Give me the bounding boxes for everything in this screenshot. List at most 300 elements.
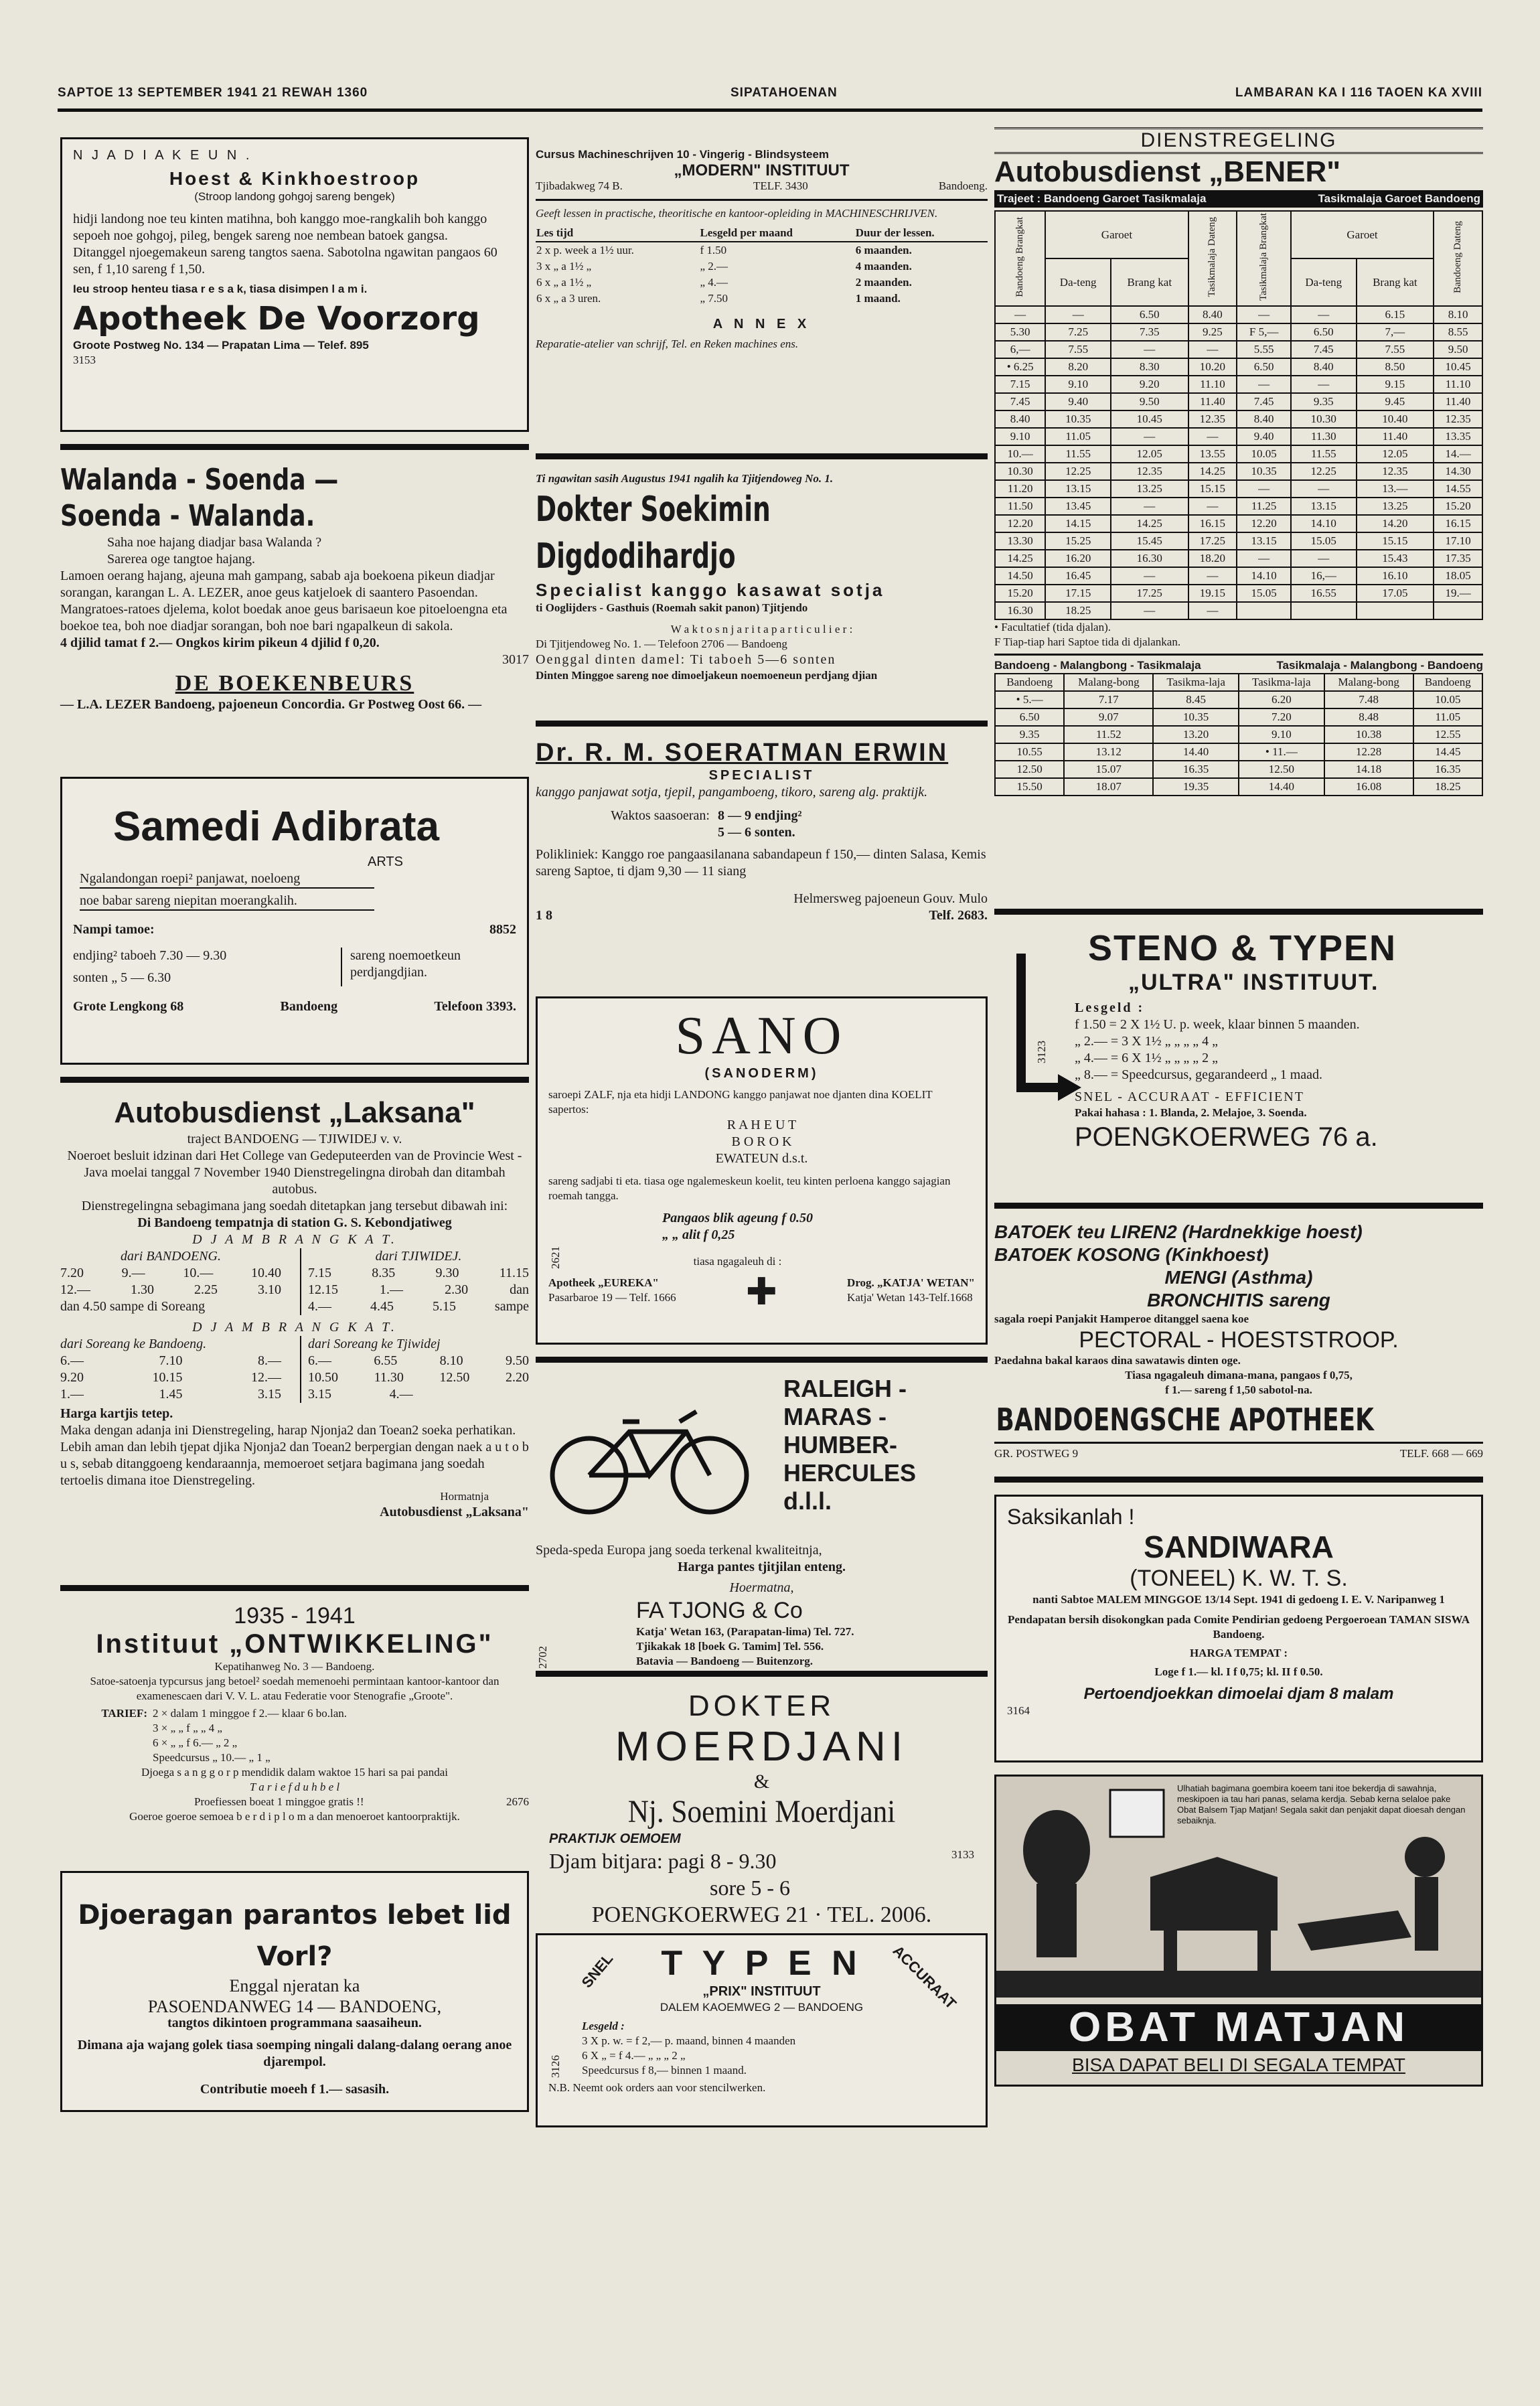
table-cell: 13.35 [1434,428,1482,445]
table-cell: 11.52 [1064,726,1153,743]
ad-caption: Ulhatiah bagimana goembira koeem tani itoe bekerdja di sawahnja, meskipoen ia tau hari panas, selama kerdja. Sebab kerna selaloe pake Obat Balsem Tjap Matjan! Segala sakit dan penjakit dapat dioesah dengan sebaiknja. [1177,1783,1466,1825]
ailment-item: R A H E U T [726,1118,797,1132]
schedule-row [60,1369,281,1386]
ad-title: Instituut „ONTWIKKELING" [96,1629,493,1659]
table-cell: 6 x „ a 3 uren. [536,292,601,305]
brand-name: MARAS - [783,1403,887,1430]
table-cell: 15.05 [1291,532,1357,550]
ad-title: Hoest & Kinkhoestroop [169,168,420,189]
ad-raleigh [536,1375,988,1669]
table-cell: 10.38 [1324,726,1413,743]
schedule-time: 2.25 [194,1282,218,1297]
ad-tagline: BISA DAPAT BELI DI SEGALA TEMPAT [1072,2054,1405,2075]
ad-body: nanti Sabtoe MALEM MINGGOE 13/14 Sept. 1941 di gedoeng I. E. V. Naripanweg 1 [1032,1593,1445,1606]
ad-body: Lamoen oerang hajang, ajeuna mah gampang, sabab aja boekoena pikeun diadjar sorangan, karangan L. A. LEZER, anoe geus katjeloek di saantero Pasoendan. [60,569,495,600]
ad-title: Autobusdienst „Laksana" [114,1096,475,1129]
tarif-item: Speedcursus „ 10.— „ 1 „ [153,1751,271,1764]
table-row [995,602,1482,619]
ad-phone: 8852 [489,922,516,937]
table-cell: 13.25 [1357,498,1434,515]
table-row [995,323,1482,341]
ad-route: traject BANDOENG — TJIWIDEJ v. v. [187,1132,402,1146]
schedule-row [60,1265,281,1282]
ailment-list [548,1117,975,1167]
ad-hours-label: Waktos saasoeran: [611,808,710,823]
table-cell: 11.40 [1357,428,1434,445]
schedule-time: 6.55 [374,1353,398,1368]
ad-note: Maka dengan adanja ini Dienstregeling, harap Njonja2 dan Toean2 soeka perhatikan. [60,1423,516,1438]
table-cell: 12.35 [1357,463,1434,480]
ad-note: F Tiap-tiap hari Saptoe tida di djalankan. [994,635,1181,648]
schedule-row [60,1298,281,1315]
table-cell: 12.35 [1188,410,1237,428]
table-cell: 18.20 [1188,550,1237,567]
table-cell: 7.35 [1111,323,1188,341]
table-cell: • 5.— [995,691,1064,708]
table-cell: 13.55 [1188,445,1237,463]
ad-hours: Oenggal dinten damel: Ti taboeh 5—6 sonten [536,652,836,667]
ad-note: N.B. Neemt ook orders aan voor stencilwerken. [548,2081,766,2094]
ad-note: Harga kartjis tetep. [60,1406,173,1421]
table-cell: 15.15 [1357,532,1434,550]
ad-sign: Hoermatna, [729,1580,794,1595]
table-cell: 15.25 [1045,532,1111,550]
ad-body: hidji landong noe teu kinten matihna, boh kanggo moe-rangkalih boh kanggo sepoeh noe gohgoj, pileg, bengek sareng noe nembean batoek gangsa. [73,212,487,243]
column-header: Bandoeng [995,674,1064,691]
table-cell [1434,602,1482,619]
ad-moerdjani [536,1689,988,1933]
schedule-time: 12.— [251,1370,281,1385]
table-cell: 9.15 [1357,376,1434,393]
table-cell [1357,602,1434,619]
ad-body: Geeft lessen in practische, theoritische en kantoor-opleiding in MACHINESCHRIJVEN. [536,207,938,220]
ad-walanda-soenda [60,462,529,770]
column-header: Da-teng [1045,258,1111,306]
table-cell: — [1188,341,1237,358]
table-cell: 10.30 [995,463,1045,480]
schedule-time: 4.— [389,1387,413,1402]
table-cell: 15.05 [1237,585,1291,602]
schedule-time: 1.— [380,1282,404,1297]
ad-address: Grote Lengkong 68 [73,999,184,1014]
table-cell: 14.15 [1045,515,1111,532]
table-cell: 12.25 [1045,463,1111,480]
ad-code: 3153 [73,354,96,366]
schedule-time: 12.15 [308,1282,338,1297]
table-cell: 5.55 [1237,341,1291,358]
table-cell [1291,602,1357,619]
ad-line: Enggal njeratan ka [229,1976,360,1996]
schedule-time: dan [510,1282,529,1297]
table-cell: 9.35 [995,726,1064,743]
column-header: Bandoeng [1413,674,1482,691]
table-cell: 3 x „ a 1½ „ [536,260,592,273]
ad-body: sareng sadjabi ti eta. tiasa oge ngalemeskeun koelit, teu kinten perloena kanggo sajagian roemah tangga. [548,1175,951,1202]
table-cell: 8.40 [1291,358,1357,376]
table-cell: 7.45 [1291,341,1357,358]
ad-code: 3123 [1035,1041,1048,1063]
table-cell: 16.55 [1291,585,1357,602]
ad-title: Djoeragan parantos lebet lid Vorl? [78,1900,512,1972]
table-cell: 8.10 [1434,306,1482,323]
schedule-time: 7.10 [159,1353,183,1368]
table-cell: 9.40 [1237,428,1291,445]
table-cell: 19.— [1434,585,1482,602]
tarif-item: 3 × „ „ f „ „ 4 „ [153,1722,222,1734]
table-cell: 9.10 [1045,376,1111,393]
table-cell: 9.25 [1188,323,1237,341]
ad-line: Ngalandongan roepi² panjawat, noeloeng [80,871,374,889]
table-cell: 6.20 [1239,691,1324,708]
table-cell: 12.05 [1111,445,1188,463]
table-row [995,410,1482,428]
ad-line: Dimana aja wajang golek tiasa soemping ningali dalang-dalang oerang anoe djarempol. [77,2038,512,2069]
table-cell: 10.35 [1045,410,1111,428]
ad-code: 3164 [1007,1704,1030,1717]
table-cell: 6.50 [1291,323,1357,341]
ad-hours: endjing² taboeh 7.30 — 9.30 [73,948,227,963]
table-cell: — [1111,602,1188,619]
ad-ultra-instituut [994,927,1483,1195]
divider [994,1477,1483,1483]
table-row [536,275,988,291]
malangbong-timetable [994,673,1483,796]
ad-body: T a r i e f d u h b e l [249,1781,340,1793]
table-cell: 16.08 [1324,778,1413,796]
column-header: Tasikma-laja [1153,674,1239,691]
ad-body: Polikliniek: Kanggo roe pangaasilanana sabandapeun f 150,— dinten Salasa, Kemis sareng Saptoe, ti djam 9,30 — 11 siang [536,847,986,879]
ailment-item: EWATEUN d.s.t. [715,1151,808,1166]
ad-title: Dokter Soekimin Digdodihardjo [536,490,771,577]
table-cell: 6 x „ a 1½ „ [536,276,592,289]
schedule-time: 10.40 [250,1266,281,1280]
schedule-rows [60,1265,281,1315]
table-row [995,550,1482,567]
table-row [995,778,1482,796]
table-cell: — [1291,480,1357,498]
schedule-time: 12.50 [439,1370,470,1385]
ad-code: 3133 [951,1848,974,1861]
table-cell: 12.50 [1239,761,1324,778]
table-row [995,708,1482,726]
ad-footer: — L.A. LEZER Bandoeng, pajoeneun Concordia. Gr Postweg Oost 66. — [60,697,482,712]
column-middle [536,121,988,2139]
ad-address: Tjikakak 18 [boek G. Tamim] Tel. 556. [636,1640,824,1653]
table-cell: — [995,306,1045,323]
ad-erwin [536,739,988,990]
schedule-time: 4.45 [370,1299,394,1314]
column-header: Bandoeng Brangkat [1014,216,1026,297]
table-cell: 12.50 [995,761,1064,778]
ad-body: Mangratoes-ratoes djelema, kolot boedak anoe geus barisaeun koe pitoeloengna eta boekoe tea, boh noe diadjar sorangan, boh noe bari ngapalkeun di sakola. [60,602,508,633]
ad-title: Walanda - Soenda — Soenda - Walanda. [60,463,339,533]
ad-title: Cursus Machineschrijven 10 - Vingerig - Blindsysteem [536,148,830,161]
table-cell: 15.45 [1111,532,1188,550]
table-row [995,445,1482,463]
ad-djoeragan [60,1871,529,2112]
price-item: f 1.50 = 2 X 1½ U. p. week, klaar binnen 5 maanden. [1075,1017,1360,1032]
table-cell: 18.25 [1413,778,1482,796]
ad-label: Lesgeld : [1075,1000,1145,1015]
table-cell: 17.35 [1434,550,1482,567]
table-cell: 8.30 [1111,358,1188,376]
ad-price: 4 djilid tamat f 2.— Ongkos kirim pikeun 4 djilid f 0,20. [60,635,380,650]
ad-line: MENGI (Asthma) [1164,1267,1313,1288]
table-cell: 11.10 [1188,376,1237,393]
table-cell: 7.45 [1237,393,1291,410]
schedule-time: 6.— [308,1353,331,1368]
divider [536,1671,988,1677]
table-row [995,428,1482,445]
column-header: Garoet [1045,211,1188,258]
ad-hours: Dinten Minggoe sareng noe dimoeljakeun noemoeneun perdjang djian [536,669,878,682]
schedule-row [308,1353,529,1369]
table-cell: 11.55 [1291,445,1357,463]
table-cell: 13.15 [1045,480,1111,498]
ad-body: saroepi ZALF, nja eta hidji LANDONG kanggo panjawat noe djanten dina KOELIT sapertos: [548,1088,933,1116]
table-cell: • 11.— [1239,743,1324,761]
ad-address: PASOENDANWEG 14 — BANDOENG, [147,1997,442,2016]
schedule-row [308,1298,529,1315]
ad-line: BRONCHITIS sareng [1147,1290,1330,1310]
schedule-time: 10.50 [308,1370,338,1385]
ad-hours: sonten „ 5 — 6.30 [73,970,171,985]
table-row [995,743,1482,761]
table-cell: • 6.25 [995,358,1045,376]
table-cell: 13.15 [1291,498,1357,515]
table-cell: 10.35 [1237,463,1291,480]
ad-body: Proefiessen boeat 1 minggoe gratis !! [194,1795,364,1808]
schedule-time: 6.— [60,1353,84,1368]
ad-address: POENGKOERWEG 21 · TEL. 2006. [591,1902,932,1927]
table-cell: 16.20 [1045,550,1111,567]
ad-shop: Apotheek „EUREKA" [548,1276,659,1289]
ad-code: 2676 [506,1795,529,1808]
ad-tarif-label: TARIEF: [101,1707,147,1720]
table-cell: 9.45 [1357,393,1434,410]
table-cell: 4 maanden. [855,260,912,273]
ad-body: kanggo panjawat sotja, tjepil, pangamboeng, tikoro, sareng alg. praktijk. [536,785,928,800]
table-cell: 15.43 [1357,550,1434,567]
table-cell: 13.30 [995,532,1045,550]
ad-body: f 1.— sareng f 1,50 sabotol-na. [1165,1383,1312,1396]
ad-tel: TELF. 3430 [753,179,808,192]
table-cell: 9.50 [1111,393,1188,410]
ad-product: PECTORAL - HOESTSTROOP. [1079,1327,1399,1353]
table-cell: — [1237,306,1291,323]
table-cell: 15.20 [995,585,1045,602]
table-row [995,480,1482,498]
ad-kicker: DIENSTREGELING [994,127,1483,154]
ad-title: MOERDJANI [615,1724,909,1770]
schedule-time: dan 4.50 sampe di Soreang [60,1299,206,1314]
ad-apotheek-voorzorg [60,137,529,432]
table-row [995,515,1482,532]
table-cell: 12.20 [1237,515,1291,532]
ad-line: Saha noe hajang diadjar basa Walanda ? [107,535,322,550]
schedule-time: 9.50 [505,1353,529,1368]
ad-address: DALEM KAOEMWEG 2 — BANDOENG [660,2001,864,2014]
brand-name: HERCULES [783,1459,917,1487]
column-right [994,121,1483,2087]
ad-spec: SPECIALIST [708,768,815,783]
ad-body: tiasa ngagaleuh di : [693,1255,782,1268]
table-cell: 10.— [995,445,1045,463]
column-header: Brang kat [1111,258,1188,306]
ad-body: Reparatie-atelier van schrijf, Tel. en Reken machines ens. [536,337,799,350]
header-title: SIPATAHOENAN [730,86,838,100]
tarif-item: 2 × dalam 1 minggoe f 2.— klaar 6 bo.lan. [153,1707,348,1720]
table-row [536,291,988,307]
table-row [995,306,1482,323]
column-header: Malang-bong [1064,674,1153,691]
header-page: LAMBARAN KA I 116 TAOEN KA XVIII [1235,86,1482,100]
schedule-time: 4.— [308,1299,331,1314]
ad-samedi-adibrata [60,777,529,1065]
table-cell: 17.15 [1045,585,1111,602]
schedule-time: 3.10 [258,1282,281,1297]
table-cell: 19.15 [1188,585,1237,602]
ad-title: SANO [675,1006,848,1065]
ad-code: 1 8 [536,908,552,923]
ad-schedule-title: D J A M B R A N G K A T. [192,1232,397,1247]
table-cell: 19.35 [1153,778,1239,796]
brand-list [783,1375,916,1515]
ad-code: 3017 [502,652,529,667]
schedule-time: 2.20 [506,1370,529,1385]
table-cell: 14.25 [995,550,1045,567]
table-cell: 1 maand. [855,292,901,305]
ad-body: Dienstregelingna sebagimana jang soedah ditetapkan jang tersebut dibawah ini: [81,1199,508,1213]
table-cell: — [1237,480,1291,498]
ad-sano [536,996,988,1345]
ad-line: tangtos dikintoen programmana saasaiheun. [167,2016,422,2030]
ad-title: „MODERN" INSTITUUT [674,161,850,179]
ad-hours: 5 — 6 sonten. [718,825,795,840]
table-row [995,726,1482,743]
table-row [995,532,1482,550]
ad-title: T Y P E N [661,1944,862,1983]
table-cell: 14.18 [1324,761,1413,778]
table-cell: 16.30 [995,602,1045,619]
table-cell: — [1237,376,1291,393]
ad-label: Lesgeld : [582,2020,625,2032]
table-cell: 13.12 [1064,743,1153,761]
ad-brand: BANDOENGSCHE APOTHEEK [996,1402,1374,1438]
ad-address: Di Tjitjendoweg No. 1. — Telefoon 2706 — Bandoeng [536,637,787,650]
ad-body: Noeroet besluit idzinan dari Het College van Gedeputeerden van de Provincie West - Java moelai tanggal 7 November 1940 Dienstregelingna dirobah dan ditambah autobus. [67,1148,522,1197]
table-cell: 2 maanden. [855,276,912,289]
table-cell: 16,— [1291,567,1357,585]
table-cell: 9.50 [1434,341,1482,358]
ad-prix-typen [536,1933,988,2127]
schedule-time: 8.35 [372,1266,396,1280]
schedule-time: 3.15 [258,1387,281,1402]
table-cell: 8.40 [1188,306,1237,323]
table-cell: 14.50 [995,567,1045,585]
table-cell: 6.50 [1111,306,1188,323]
table-cell: 14.30 [1434,463,1482,480]
ad-schedule-title: D J A M B R A N G K A T. [192,1320,397,1335]
ad-title: Nj. Soemini Moerdjani [627,1794,896,1829]
table-row [995,585,1482,602]
schedule-rows [308,1265,529,1315]
table-cell: 7.55 [1357,341,1434,358]
ad-body: Pendapatan bersih disokongkan pada Comite Pendirian gedoeng Pergoeroean TAMAN SISWA Bandoeng. [1008,1613,1470,1641]
price-item: „ 2.— = 3 X 1½ „ „ „ „ 4 „ [1075,1034,1218,1049]
table-row [995,498,1482,515]
ad-tel: Telf. 2683. [929,908,988,923]
table-cell: 9.40 [1045,393,1111,410]
ad-code: 2621 [549,1246,562,1269]
table-cell: 8.40 [995,410,1045,428]
schedule-row [60,1282,281,1298]
table-cell: 13.45 [1045,498,1111,515]
ad-price: Pangaos blik ageung f 0.50 [662,1211,814,1225]
table-cell: — [1188,602,1237,619]
ad-body: Djoega s a n g g o r p mendidik dalam waktoe 15 hari sa pai pandai [141,1766,448,1779]
table-cell: 14.10 [1237,567,1291,585]
table-cell: 16.15 [1434,515,1482,532]
ad-sandiwara [994,1495,1483,1762]
schedule-time: 12.— [60,1282,90,1297]
schedule-time: sampe [494,1299,529,1314]
ad-subtitle: „ULTRA" INSTITUUT. [1128,970,1379,995]
table-cell: 8.45 [1153,691,1239,708]
table-cell: 8.55 [1434,323,1482,341]
schedule-time: 7.20 [60,1266,84,1280]
column-header: Lesgeld per maand [699,225,854,242]
table-cell: 17.25 [1111,585,1188,602]
table-cell: 16.35 [1413,761,1482,778]
column-header: Tasikmalaja Dateng [1207,216,1218,297]
table-cell: 14.— [1434,445,1482,463]
table-cell: 16.10 [1357,567,1434,585]
table-cell: 7,— [1357,323,1434,341]
ad-from: dari Soreang ke Bandoeng. [60,1337,207,1351]
tarif-item: 6 × „ „ f 6.— „ 2 „ [153,1736,238,1749]
schedule-time: 3.15 [308,1387,331,1402]
table-cell: — [1188,498,1237,515]
table-cell: 16.30 [1111,550,1188,567]
table-cell: — [1111,341,1188,358]
table-cell: 11.55 [1045,445,1111,463]
table-cell: 14.10 [1291,515,1357,532]
table-row [995,691,1482,708]
table-cell: 10.45 [1111,410,1188,428]
schedule-row [308,1386,529,1403]
table-cell: 12.25 [1291,463,1357,480]
table-cell: — [1045,306,1111,323]
table-cell: 14.25 [1111,515,1188,532]
ad-subtitle: (TONEEL) K. W. T. S. [1130,1566,1348,1591]
ad-note: Lebih aman dan lebih tjepat djika Njonja2 dan Toean2 berpergian dengan naek a u t o b u s, sebab ditanggoeng kendaraannja, memoeroet setjara bagimana jang soedah tertoelis dimana itoe Dienstregeling. [60,1440,529,1488]
table-cell: F 5,— [1237,323,1291,341]
schedule-row [308,1369,529,1386]
ad-shop-address: Katja' Wetan 143-Telf.1668 [847,1291,973,1304]
table-cell: 11.50 [995,498,1045,515]
divider [536,453,988,459]
ad-arts: ARTS [368,854,403,869]
column-header: Da-teng [1291,258,1357,306]
schedule-row [308,1265,529,1282]
schedule-time: 1.30 [131,1282,154,1297]
price-item: „ 4.— = 6 X 1½ „ „ „ „ 2 „ [1075,1051,1218,1065]
cross-icon: ✚ [745,1272,777,1313]
ad-years: 1935 - 1941 [234,1603,356,1629]
bener-timetable [994,210,1483,620]
table-row [995,341,1482,358]
